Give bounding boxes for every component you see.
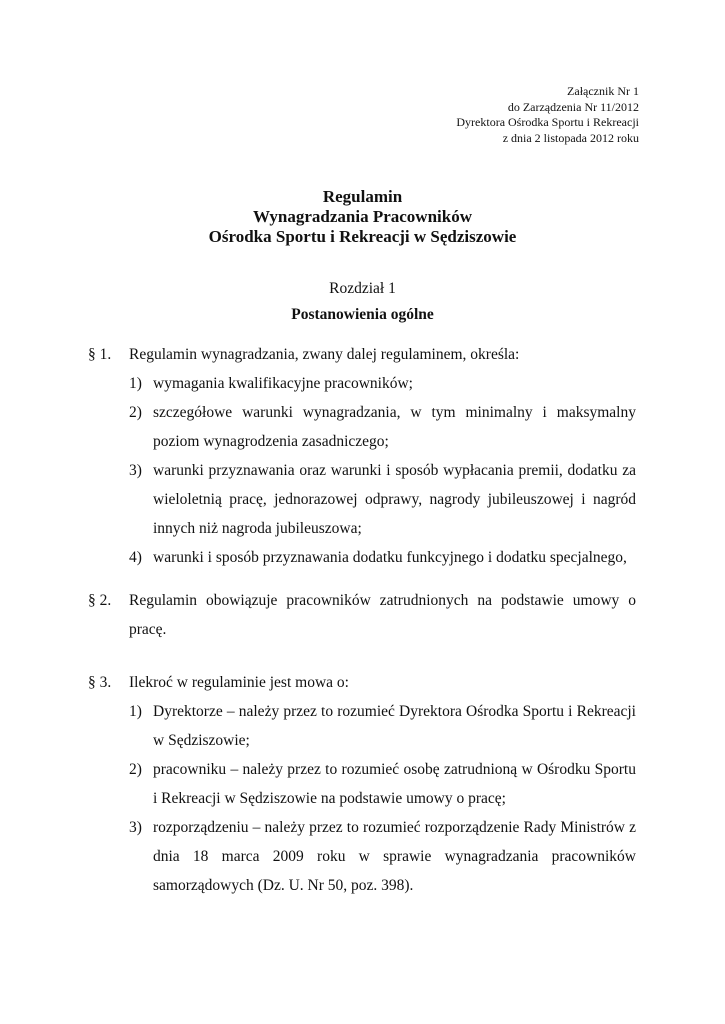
section-list — [129, 697, 636, 900]
title-line-3: Ośrodka Sportu i Rekreacji w Sędziszowie — [208, 227, 517, 246]
section-list — [129, 369, 636, 572]
list-item-text: warunki przyznawania oraz warunki i sposób wypłacania premii, dodatku za wieloletnią pracę, jednorazowej odprawy, nagrody jubileuszowej i nagród innych niż nagroda jubileuszowa; — [153, 462, 636, 537]
list-item-number: 1) — [129, 703, 142, 720]
section-number: § 3. — [88, 674, 112, 691]
list-item — [129, 398, 636, 456]
header-line-4: z dnia 2 listopada 2012 roku — [502, 130, 639, 145]
list-item-number: 1) — [129, 375, 142, 392]
annex-header — [456, 84, 639, 146]
list-item-number: 3) — [129, 462, 142, 479]
list-item-text: warunki i sposób przyznawania dodatku funkcyjnego i dodatku specjalnego, — [153, 549, 627, 566]
list-item-number: 2) — [129, 404, 142, 421]
chapter-label: Rozdział 1 — [329, 280, 396, 297]
section-1 — [88, 340, 636, 572]
title-line-1: Regulamin — [322, 187, 403, 206]
list-item — [129, 456, 636, 543]
list-item — [129, 755, 636, 813]
title-line-2: Wynagradzania Pracowników — [253, 207, 472, 226]
header-line-3: Dyrektora Ośrodka Sportu i Rekreacji — [456, 115, 639, 129]
section-2 — [88, 586, 636, 644]
section-intro: Regulamin obowiązuje pracowników zatrudnionych na podstawie umowy o pracę. — [129, 592, 636, 638]
list-item-text: szczegółowe warunki wynagradzania, w tym minimalny i maksymalny poziom wynagrodzenia zasadniczego; — [153, 404, 636, 450]
list-item-number: 3) — [129, 819, 142, 836]
list-item-text: Dyrektorze – należy przez to rozumieć Dyrektora Ośrodka Sportu i Rekreacji w Sędziszowie; — [153, 703, 636, 749]
section-3 — [88, 668, 636, 900]
header-line-1: Załącznik Nr 1 — [567, 84, 639, 98]
section-intro: Regulamin wynagradzania, zwany dalej regulaminem, określa: — [129, 346, 520, 363]
list-item — [129, 813, 636, 900]
section-number: § 1. — [88, 346, 112, 363]
list-item — [129, 543, 636, 572]
chapter-subtitle: Postanowienia ogólne — [291, 306, 434, 323]
list-item — [129, 697, 636, 755]
list-item-number: 2) — [129, 761, 142, 778]
list-item-text: pracowniku – należy przez to rozumieć osobę zatrudnioną w Ośrodku Sportu i Rekreacji w Sędziszowie na podstawie umowy o pracę; — [153, 761, 636, 807]
list-item-number: 4) — [129, 549, 142, 566]
header-line-2: do Zarządzenia Nr 11/2012 — [507, 99, 639, 114]
section-intro: Ilekroć w regulaminie jest mowa o: — [129, 674, 349, 691]
section-number: § 2. — [88, 592, 112, 609]
list-item — [129, 369, 636, 398]
list-item-text: rozporządzeniu – należy przez to rozumieć rozporządzenie Rady Ministrów z dnia 18 marca 2009 roku w sprawie wynagradzania pracowników samorządowych (Dz. U. Nr 50, poz. 398). — [153, 819, 636, 894]
list-item-text: wymagania kwalifikacyjne pracowników; — [153, 375, 413, 392]
document-title — [0, 187, 725, 247]
